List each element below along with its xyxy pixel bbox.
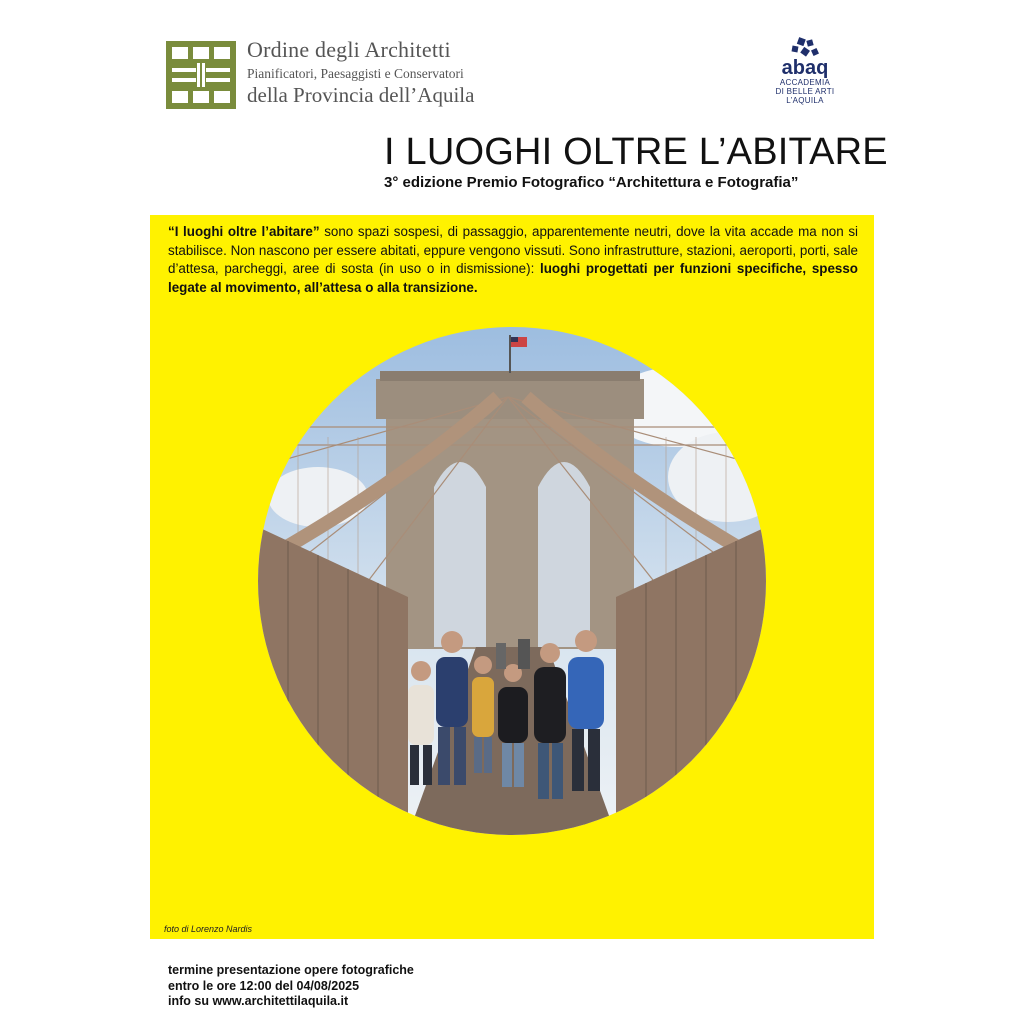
abaq-wordmark: abaq [781, 57, 829, 79]
abaq-logo [770, 36, 840, 108]
bridge-photo [258, 327, 766, 835]
poster-subtitle: 3° edizione Premio Fotografico “Architettura e Fotografia” [384, 174, 799, 191]
abaq-line-3: L’AQUILA [786, 96, 824, 105]
footer-line-2: entro le ore 12:00 del 04/08/2025 [168, 978, 360, 993]
organization-name [247, 37, 474, 108]
org-line-1: Ordine degli Architetti [247, 37, 451, 62]
org-line-3: della Provincia dell’Aquila [247, 83, 475, 107]
footer-info [168, 963, 414, 1010]
footer-line-3: info su www.architettilaquila.it [168, 994, 349, 1008]
intro-lead: “I luoghi oltre l’abitare” [168, 224, 320, 239]
ordine-architetti-logo-icon [166, 41, 236, 109]
photo-credit: foto di Lorenzo Nardis [164, 924, 253, 934]
brooklyn-bridge-illustration [258, 327, 766, 835]
org-line-2: Pianificatori, Paesaggisti e Conservatori [247, 66, 464, 81]
intro-paragraph [168, 223, 858, 297]
abaq-line-2: DI BELLE ARTI [775, 87, 835, 96]
yellow-panel [150, 215, 874, 939]
intro-body: sono spazi sospesi, di passaggio, apparentemente neutri, dove la vita accade ma non si stabilisce. Non nascono per essere abitati, eppure vengono vissuti. Sono infrastrutture, stazioni, aeroporti, porti, sale d’attesa, parcheggi, aree di sosta (in uso o in dismissione): [168, 224, 859, 276]
intro-emphasis: luoghi progettati per funzioni specifiche, spesso legate al movimento, all’attesa o alla transizione. [168, 261, 858, 295]
footer-line-1: termine presentazione opere fotografiche [168, 963, 414, 977]
poster-title: I LUOGHI OLTRE L’ABITARE [384, 131, 888, 173]
abaq-line-1: ACCADEMIA [779, 78, 831, 87]
